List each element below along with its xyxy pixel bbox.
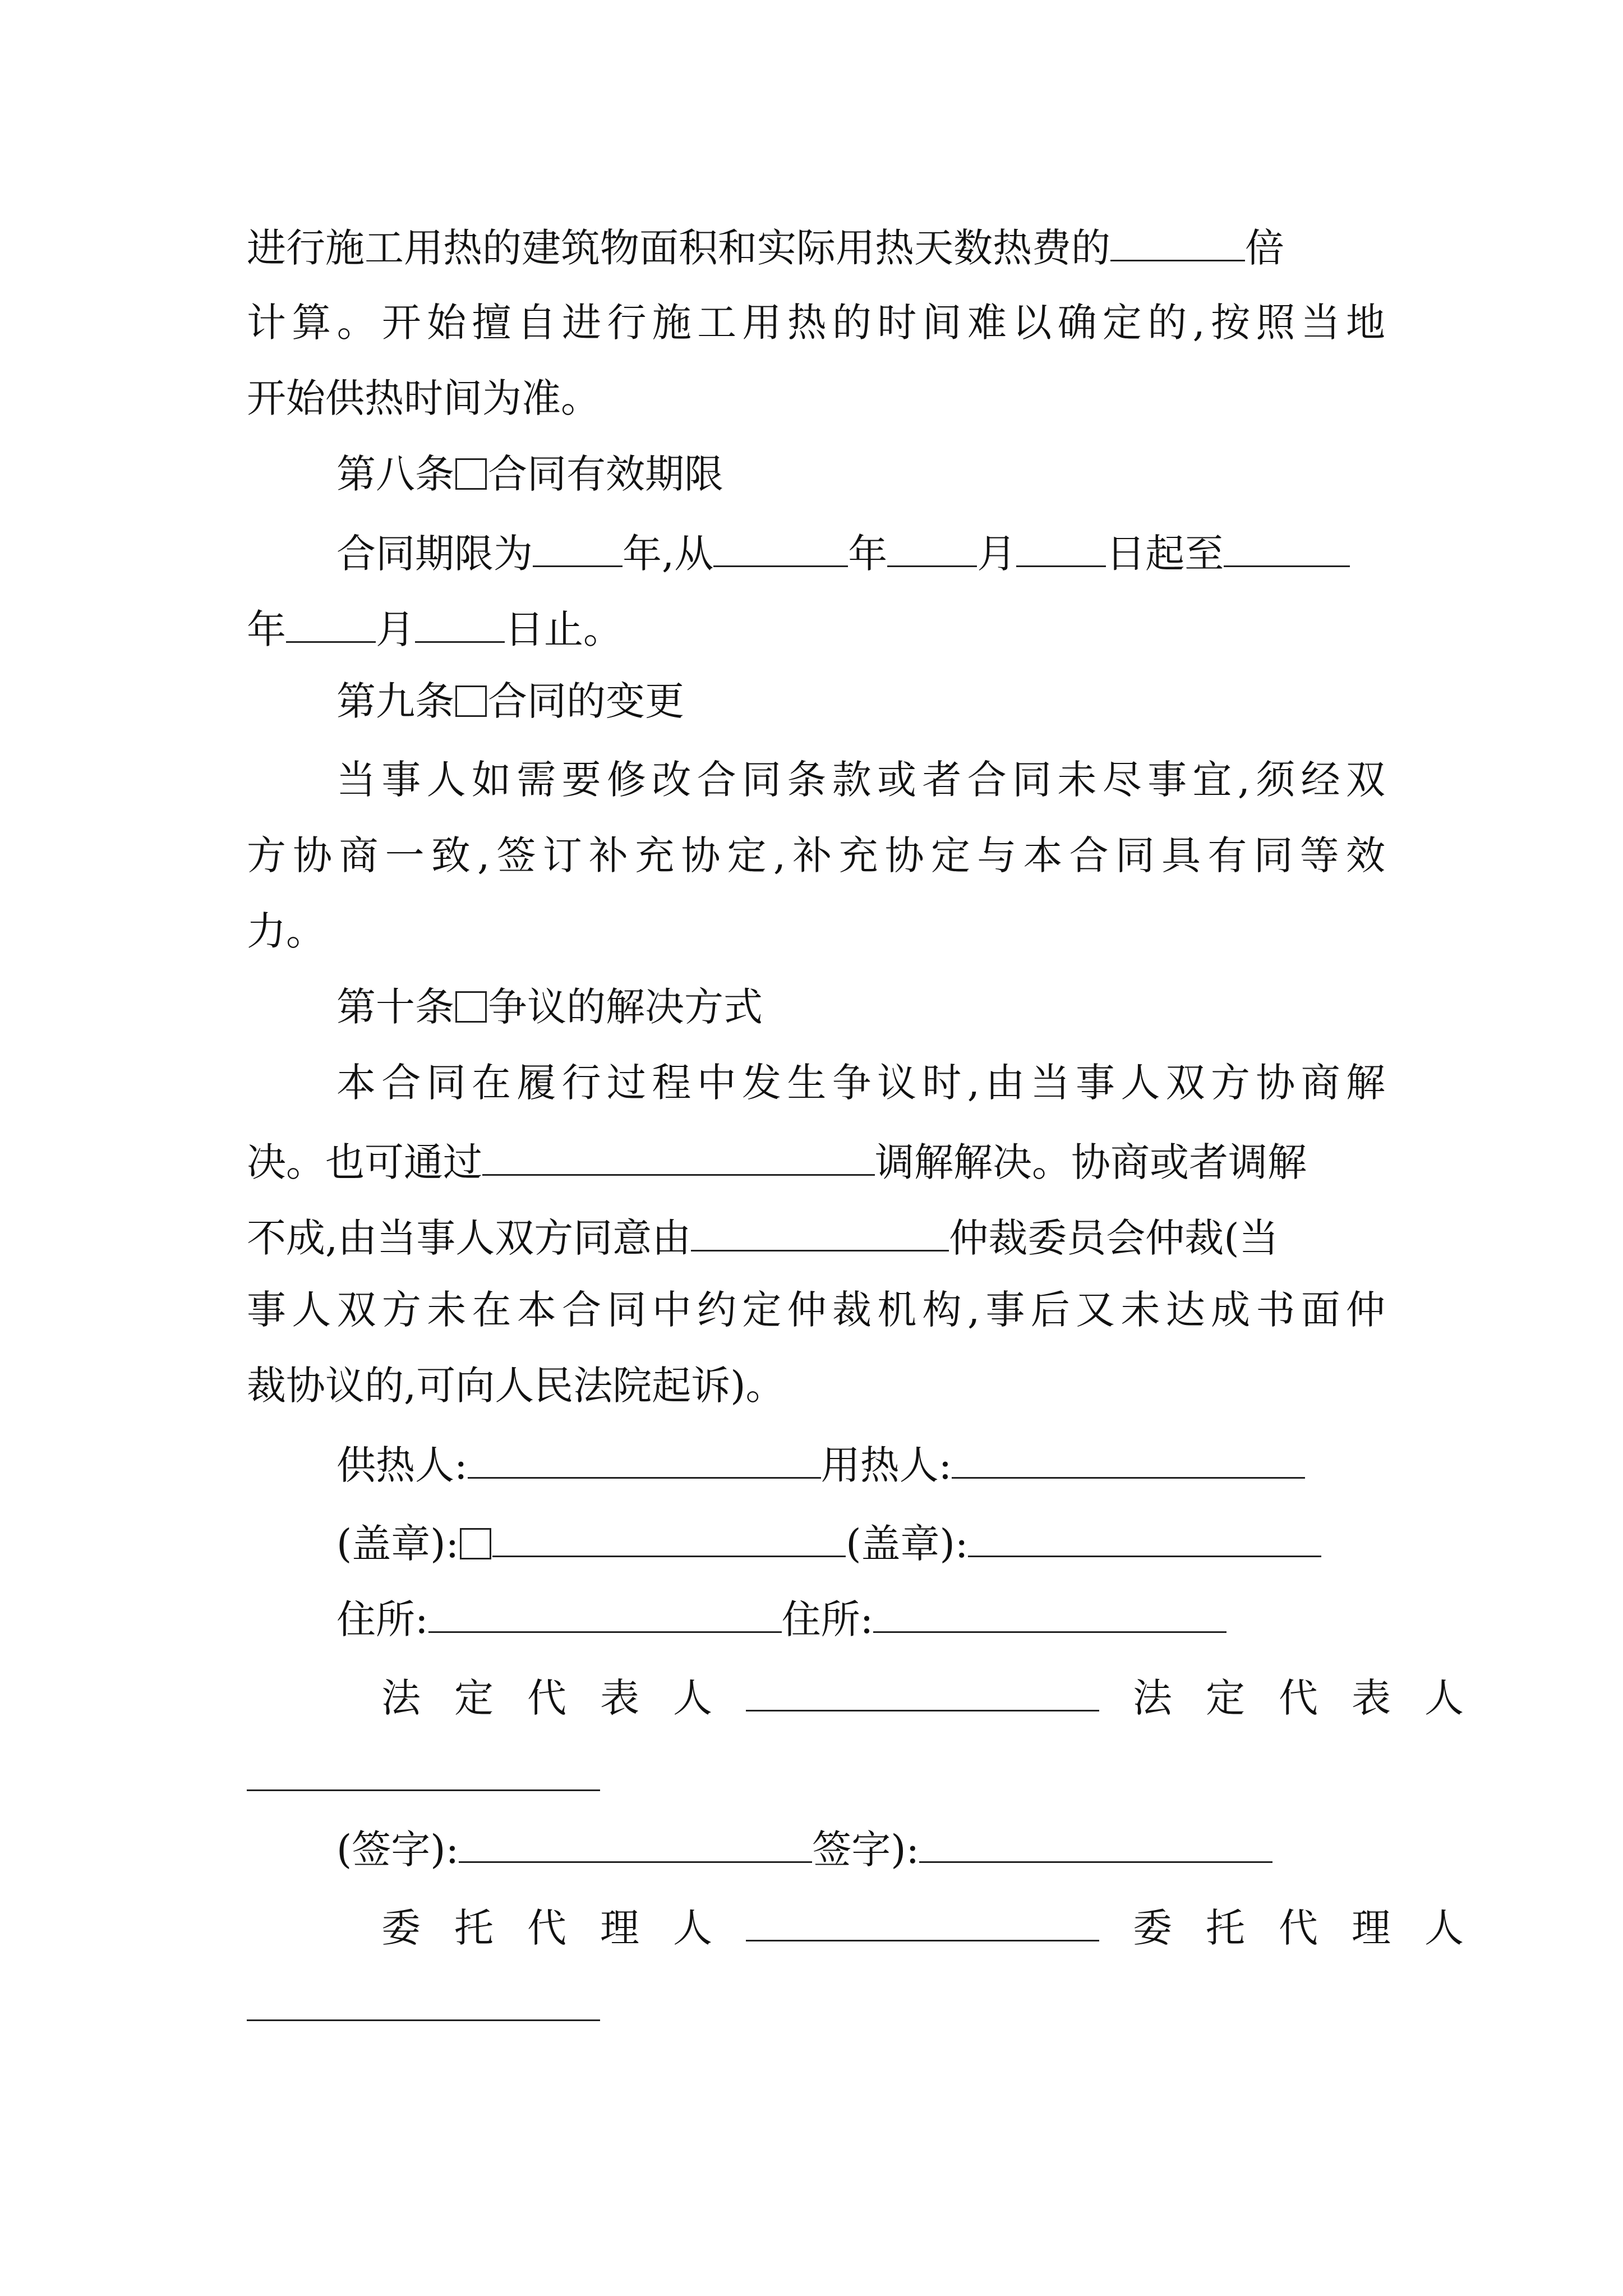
blank-line [1016,530,1106,567]
para-line: 当事人如需要修改合同条款或者合同未尽事宜,须经双 [336,757,1385,803]
box-glyph [455,458,487,490]
para-line: 事人双方未在本合同中约定仲裁机构,事后又未达成书面仲 [247,1287,1385,1333]
text: 第八条 [336,451,454,497]
agent-label: 委托代理人 [1133,1905,1497,1951]
para-line: 力。 [247,908,325,954]
article-9-title [336,678,684,724]
text: 调解解决。协商或者调解 [875,1139,1307,1185]
text: 倍 [1245,225,1284,271]
box-glyph [455,991,487,1023]
para-line: 开始供热时间为准。 [247,375,600,421]
text: 合同有效期限 [488,451,723,497]
legal-rep-line [381,1674,1497,1721]
text: 月 [977,531,1017,577]
text: 合同的变更 [488,678,684,724]
sign-label: 签字): [812,1826,920,1872]
text: 第九条 [336,678,454,724]
signature-address [336,1596,1227,1642]
article-8-title [336,451,723,497]
text: 第十条 [336,984,454,1030]
text: 年 [247,606,286,652]
sign-label: (签字): [336,1826,459,1872]
signature-parties [336,1442,1305,1488]
signature-seal [336,1520,1321,1567]
text: 合同期限为 [336,531,533,577]
article-10-title [336,984,763,1030]
box-glyph [460,1528,491,1559]
signature-sign [336,1826,1272,1872]
agent-label: 委托代理人 [381,1905,746,1951]
blank-line [533,530,623,567]
para-line [247,1139,1307,1185]
blank-line [952,1442,1305,1479]
blank-line [746,1674,1099,1711]
box-glyph [455,685,487,717]
text: 日止。 [505,606,623,652]
blank-line [1224,530,1350,567]
legal-rep-label: 法定代表人 [1133,1675,1497,1721]
address-label: 住所: [781,1596,874,1642]
blank-line [428,1596,782,1633]
blank-line [873,1596,1227,1633]
para-line [247,224,1284,271]
blank-line [1110,224,1245,261]
blank-line [887,530,977,567]
para-line: 裁协议的,可向人民法院起诉)。 [247,1363,785,1409]
para-line: 方协商一致,签订补充协定,补充协定与本合同具有同等效 [247,832,1385,878]
seal-label: (盖章): [846,1521,969,1567]
seal-label: (盖章): [336,1521,459,1567]
para-line [247,606,623,652]
blank-line [247,2019,600,2021]
blank-line [691,1214,949,1251]
text: 年 [848,531,888,577]
address-label: 住所: [336,1596,428,1642]
blank-line [247,1789,600,1791]
blank-line [492,1520,846,1557]
agent-line [381,1904,1497,1951]
text: 决。也可通过 [247,1139,482,1185]
user-label: 用热人: [820,1442,952,1488]
text: 进行施工用热的建筑物面积和实际用热天数热费的 [247,225,1110,271]
para-line: 本合同在履行过程中发生争议时,由当事人双方协商解 [336,1060,1385,1106]
para-line: 计算。开始擅自进行施工用热的时间难以确定的,按照当地 [247,300,1385,346]
supplier-label: 供热人: [336,1442,468,1488]
text: 月 [376,606,415,652]
blank-line [919,1826,1272,1863]
blank-line [746,1904,1099,1941]
text: 日起至 [1106,531,1224,577]
blank-line [468,1442,821,1479]
text: 争议的解决方式 [488,984,763,1030]
text: 仲裁委员会仲裁(当 [949,1215,1279,1261]
blank-line [482,1139,875,1176]
text: 不成,由当事人双方同意由 [247,1215,691,1261]
blank-line [459,1826,812,1863]
blank-line [415,606,505,643]
blank-line [968,1520,1321,1557]
text: 年,从 [623,531,714,577]
para-line [247,1214,1279,1261]
blank-line [286,606,376,643]
blank-line [713,530,848,567]
para-line [336,530,1350,577]
legal-rep-label: 法定代表人 [381,1675,746,1721]
